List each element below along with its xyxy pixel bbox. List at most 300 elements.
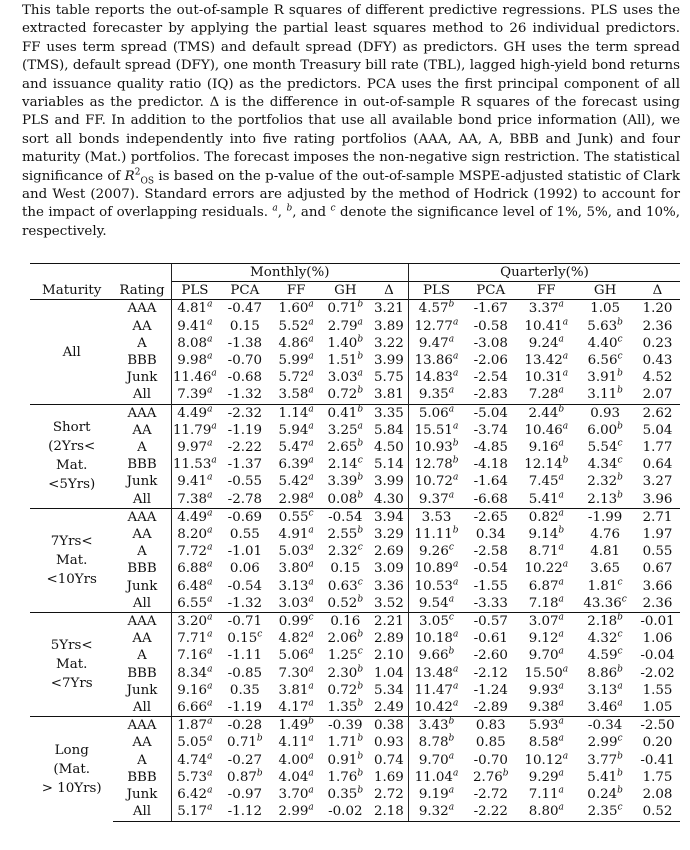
value-text: -0.39 xyxy=(328,718,363,734)
significance-marker: a xyxy=(452,664,459,675)
value-text: 7.38 xyxy=(177,491,208,507)
table-row xyxy=(30,803,680,821)
value-text: -0.61 xyxy=(473,631,508,647)
value-text: 4.82 xyxy=(278,631,309,647)
value-cell xyxy=(171,786,218,803)
table-row xyxy=(30,699,680,717)
value-text: 5.14 xyxy=(374,457,404,473)
value-text: 4.49 xyxy=(177,509,208,525)
value-cell xyxy=(321,699,370,717)
significance-marker: a xyxy=(448,385,455,396)
significance-marker: b xyxy=(308,716,314,727)
value-text: 4.81 xyxy=(590,544,621,560)
value-text: -2.58 xyxy=(473,544,508,560)
value-cell xyxy=(517,491,575,509)
value-cell xyxy=(272,439,321,456)
value-text: 1.97 xyxy=(642,527,673,543)
value-text: -1.32 xyxy=(227,595,263,611)
col-header-maturity: Maturity xyxy=(42,283,102,299)
value-cell xyxy=(517,647,575,664)
value-cell xyxy=(464,699,517,717)
significance-marker: b xyxy=(357,785,364,796)
value-cell xyxy=(635,803,680,821)
significance-marker: b xyxy=(357,698,364,709)
value-cell xyxy=(321,456,370,473)
significance-marker: a xyxy=(207,438,213,449)
value-cell xyxy=(635,717,680,735)
value-cell xyxy=(272,578,321,595)
value-text: 3.91 xyxy=(587,370,618,386)
value-cell xyxy=(218,456,271,473)
value-text: -0.55 xyxy=(227,474,263,490)
value-text: 5.03 xyxy=(278,544,309,560)
rating-cell: AA xyxy=(132,318,152,334)
significance-marker: a xyxy=(308,404,314,415)
value-text: 2.07 xyxy=(642,387,673,403)
significance-marker: c xyxy=(617,802,623,813)
value-text: 1.14 xyxy=(278,405,309,421)
value-cell xyxy=(635,369,680,386)
significance-marker: b xyxy=(357,664,364,675)
significance-marker: a xyxy=(207,490,213,501)
value-text: 5.52 xyxy=(278,318,309,334)
value-cell xyxy=(370,369,409,386)
value-cell xyxy=(464,786,517,803)
value-text: 13.86 xyxy=(414,353,453,369)
value-text: 10.18 xyxy=(414,631,453,647)
value-text: 1.87 xyxy=(177,718,208,734)
value-text: 0.23 xyxy=(642,335,673,351)
value-cell xyxy=(464,369,517,386)
value-cell xyxy=(171,630,218,647)
value-text: -5.04 xyxy=(473,405,508,421)
value-text: -2.12 xyxy=(473,665,508,681)
significance-marker: b xyxy=(617,490,623,501)
value-cell xyxy=(171,491,218,509)
table-row xyxy=(30,404,680,422)
value-cell xyxy=(464,560,517,577)
value-text: -1.32 xyxy=(227,387,263,403)
value-text: 0.71 xyxy=(327,301,358,317)
value-cell xyxy=(408,699,464,717)
significance-marker: a xyxy=(207,351,213,362)
value-cell xyxy=(517,630,575,647)
value-cell xyxy=(575,752,635,769)
significance-marker: b xyxy=(558,404,565,415)
value-text: 7.28 xyxy=(528,387,559,403)
value-cell xyxy=(517,508,575,526)
value-cell xyxy=(272,786,321,803)
table-row xyxy=(30,456,680,473)
value-text: 10.41 xyxy=(524,318,563,334)
value-cell xyxy=(272,404,321,422)
value-cell xyxy=(171,386,218,404)
value-cell xyxy=(635,647,680,664)
significance-marker: a xyxy=(308,577,314,588)
value-text: -2.72 xyxy=(473,787,508,803)
value-text: -0.04 xyxy=(640,648,675,664)
value-text: 0.34 xyxy=(475,527,506,543)
value-text: 2.18 xyxy=(374,804,404,820)
value-text: 4.76 xyxy=(590,527,621,543)
value-cell xyxy=(464,630,517,647)
value-cell xyxy=(370,595,409,613)
value-cell xyxy=(635,665,680,682)
significance-marker: c xyxy=(617,455,623,466)
value-text: 3.03 xyxy=(327,370,358,386)
table-row xyxy=(30,439,680,456)
value-text: 15.51 xyxy=(414,422,453,438)
value-cell xyxy=(370,318,409,335)
rating-cell: A xyxy=(137,544,147,560)
value-text: 3.52 xyxy=(374,595,404,611)
significance-marker: b xyxy=(357,525,364,536)
value-text: -1.11 xyxy=(227,648,263,664)
value-text: -0.54 xyxy=(227,578,263,594)
value-text: 0.71 xyxy=(227,735,257,751)
value-cell xyxy=(321,543,370,560)
value-text: -2.78 xyxy=(227,491,263,507)
value-text: 3.66 xyxy=(642,578,673,594)
value-cell xyxy=(171,369,218,386)
value-cell xyxy=(321,404,370,422)
value-text: 0.16 xyxy=(330,614,361,630)
value-cell xyxy=(635,404,680,422)
value-cell xyxy=(517,682,575,699)
value-cell xyxy=(635,318,680,335)
maturity-label-line: Long xyxy=(54,742,89,758)
value-cell xyxy=(272,699,321,717)
value-cell xyxy=(321,335,370,352)
value-cell xyxy=(517,526,575,543)
value-text: 9.70 xyxy=(418,752,449,768)
significance-marker: b xyxy=(357,751,364,762)
table-row xyxy=(30,595,680,613)
maturity-label-line: 5Yrs< xyxy=(50,638,93,654)
value-cell xyxy=(272,318,321,335)
value-cell xyxy=(272,630,321,647)
significance-marker: a xyxy=(207,612,213,623)
value-text: -1.99 xyxy=(587,509,623,525)
significance-marker: a xyxy=(452,559,459,570)
value-cell xyxy=(575,717,635,735)
significance-marker: c xyxy=(357,647,363,657)
value-cell xyxy=(171,613,218,631)
value-text: 5.72 xyxy=(278,370,309,386)
significance-marker: a xyxy=(207,404,213,415)
value-cell xyxy=(370,526,409,543)
value-cell xyxy=(408,717,464,735)
maturity-cell xyxy=(30,300,113,404)
value-text: 0.08 xyxy=(327,491,358,507)
value-text: 2.35 xyxy=(587,804,618,820)
value-text: 7.16 xyxy=(177,648,208,664)
significance-marker: a xyxy=(617,698,623,709)
value-text: -1.67 xyxy=(473,301,508,317)
maturity-label-line: > 10Yrs) xyxy=(41,780,102,796)
value-text: 3.89 xyxy=(374,318,404,334)
value-text: 10.42 xyxy=(414,700,453,716)
significance-marker: a xyxy=(448,334,455,345)
value-cell xyxy=(321,682,370,699)
rating-cell: BBB xyxy=(127,457,157,473)
value-cell xyxy=(408,386,464,404)
value-text: 5.41 xyxy=(587,769,618,785)
value-cell xyxy=(575,439,635,456)
value-cell xyxy=(218,682,271,699)
value-cell xyxy=(575,508,635,526)
significance-marker: b xyxy=(448,647,455,657)
significance-marker: a xyxy=(308,698,314,709)
value-cell xyxy=(408,456,464,473)
value-cell xyxy=(171,578,218,595)
value-text: 10.22 xyxy=(524,561,563,577)
value-text: 3.27 xyxy=(642,474,673,490)
significance-marker: a xyxy=(207,802,213,813)
significance-marker: a xyxy=(308,472,314,483)
value-cell xyxy=(517,665,575,682)
significance-marker: a xyxy=(211,455,217,466)
value-cell xyxy=(575,595,635,613)
value-cell xyxy=(408,647,464,664)
maturity-cell xyxy=(30,613,113,717)
value-text: 1.35 xyxy=(327,700,358,716)
significance-marker: a xyxy=(558,542,564,553)
value-cell xyxy=(575,491,635,509)
rating-cell: AAA xyxy=(113,508,171,526)
value-cell xyxy=(635,456,680,473)
value-text: 3.29 xyxy=(374,527,404,543)
value-text: -0.97 xyxy=(227,787,263,803)
value-cell xyxy=(517,786,575,803)
value-cell xyxy=(272,613,321,631)
value-text: 9.32 xyxy=(418,804,449,820)
value-cell xyxy=(272,300,321,318)
results-table xyxy=(30,263,680,822)
col-header-delta-q: Δ xyxy=(652,283,663,299)
value-text: -0.70 xyxy=(227,353,263,369)
value-text: 1.05 xyxy=(590,301,621,317)
value-cell xyxy=(635,682,680,699)
rating-cell: Junk xyxy=(126,370,158,386)
rating-cell: Junk xyxy=(126,787,158,803)
value-text: 5.54 xyxy=(587,440,618,456)
significance-marker: b xyxy=(357,490,364,501)
significance-marker: b xyxy=(558,525,565,536)
rating-cell: AA xyxy=(132,631,152,647)
value-text: 4.52 xyxy=(642,370,673,386)
value-text: 3.05 xyxy=(419,614,449,630)
value-cell xyxy=(635,543,680,560)
value-cell xyxy=(408,786,464,803)
value-text: 5.04 xyxy=(642,422,673,438)
value-cell xyxy=(464,456,517,473)
significance-marker: a xyxy=(562,317,569,328)
significance-marker: b xyxy=(617,385,623,396)
value-text: 9.41 xyxy=(177,318,208,334)
value-cell xyxy=(171,318,218,335)
value-cell xyxy=(370,665,409,682)
value-text: 0.83 xyxy=(475,718,506,734)
value-text: 1.71 xyxy=(327,735,358,751)
value-text: 1.76 xyxy=(327,769,358,785)
value-text: 9.47 xyxy=(418,335,449,351)
significance-marker: b xyxy=(452,438,459,449)
value-cell xyxy=(171,734,218,751)
col-header-pca-m: PCA xyxy=(230,283,260,299)
value-cell xyxy=(370,578,409,595)
table-row xyxy=(30,473,680,490)
value-cell xyxy=(171,508,218,526)
significance-marker: a xyxy=(308,351,314,362)
value-cell xyxy=(218,473,271,490)
table-row xyxy=(30,300,680,318)
value-text: 1.51 xyxy=(327,353,358,369)
value-text: 0.38 xyxy=(374,718,404,734)
group-header-row xyxy=(30,264,680,283)
value-cell xyxy=(321,491,370,509)
value-cell xyxy=(370,717,409,735)
maturity-label-line: Mat. xyxy=(56,657,88,673)
value-cell xyxy=(171,456,218,473)
table-row xyxy=(30,491,680,509)
value-cell xyxy=(171,769,218,786)
value-cell xyxy=(517,803,575,821)
value-cell xyxy=(408,665,464,682)
value-text: -1.37 xyxy=(227,457,263,473)
value-text: 0.24 xyxy=(587,787,618,803)
maturity-label-line: <5Yrs) xyxy=(48,477,96,493)
significance-marker: a xyxy=(452,577,459,588)
value-cell xyxy=(517,578,575,595)
value-cell xyxy=(464,595,517,613)
significance-marker: a xyxy=(308,299,314,310)
value-cell xyxy=(408,422,464,439)
value-cell xyxy=(408,473,464,490)
value-cell xyxy=(171,647,218,664)
value-cell xyxy=(575,386,635,404)
significance-marker: a xyxy=(558,385,564,396)
value-text: 0.85 xyxy=(475,735,506,751)
value-text: 12.77 xyxy=(414,318,453,334)
value-text: 3.13 xyxy=(587,682,618,698)
significance-marker: a xyxy=(308,559,314,570)
value-text: -4.85 xyxy=(473,440,508,456)
value-text: 0.15 xyxy=(229,318,260,334)
value-cell xyxy=(575,352,635,369)
value-cell xyxy=(464,318,517,335)
value-cell xyxy=(218,595,271,613)
value-cell xyxy=(218,439,271,456)
value-cell xyxy=(575,769,635,786)
value-text: 5.84 xyxy=(374,422,404,438)
value-cell xyxy=(218,786,271,803)
significance-marker: b xyxy=(452,525,459,536)
significance-marker: a xyxy=(308,385,314,396)
significance-marker: b xyxy=(357,681,364,692)
value-text: 11.53 xyxy=(173,457,212,473)
significance-marker: a xyxy=(558,508,564,519)
significance-marker: a xyxy=(558,594,564,605)
value-text: 4.74 xyxy=(177,752,208,768)
significance-marker: a xyxy=(617,681,623,692)
value-text: 0.43 xyxy=(642,353,673,369)
value-cell xyxy=(171,335,218,352)
value-cell xyxy=(575,543,635,560)
value-cell xyxy=(321,439,370,456)
significance-marker: a xyxy=(357,368,363,379)
value-cell xyxy=(218,386,271,404)
value-cell xyxy=(321,318,370,335)
value-cell xyxy=(464,803,517,821)
value-cell xyxy=(517,752,575,769)
value-cell xyxy=(272,456,321,473)
value-cell xyxy=(517,699,575,717)
value-text: 0.35 xyxy=(229,682,260,698)
value-cell xyxy=(575,647,635,664)
value-text: 3.37 xyxy=(528,301,559,317)
rating-cell: AAA xyxy=(113,613,171,631)
value-cell xyxy=(370,647,409,664)
maturity-label-line: Mat. xyxy=(56,552,88,568)
value-cell xyxy=(408,752,464,769)
value-text: 0.55 xyxy=(229,527,260,543)
value-text: -0.54 xyxy=(473,561,508,577)
value-cell xyxy=(171,543,218,560)
value-cell xyxy=(575,473,635,490)
significance-marker: a xyxy=(207,299,213,310)
significance-marker: a xyxy=(308,802,314,813)
value-text: 5.05 xyxy=(177,735,208,751)
significance-marker: a xyxy=(452,421,459,432)
significance-marker: b xyxy=(617,472,623,483)
value-cell xyxy=(370,543,409,560)
value-cell xyxy=(575,560,635,577)
value-text: 3.21 xyxy=(374,301,404,317)
value-text: 0.06 xyxy=(229,561,260,577)
value-cell xyxy=(464,647,517,664)
rating-cell: A xyxy=(137,752,147,768)
significance-marker: a xyxy=(207,472,213,483)
value-text: 5.99 xyxy=(278,353,309,369)
value-cell xyxy=(575,526,635,543)
value-cell xyxy=(408,508,464,526)
value-cell xyxy=(218,734,271,751)
value-cell xyxy=(635,578,680,595)
value-cell xyxy=(272,508,321,526)
value-cell xyxy=(464,578,517,595)
value-text: -2.65 xyxy=(473,509,508,525)
value-cell xyxy=(517,318,575,335)
value-text: 7.71 xyxy=(177,631,208,647)
value-text: 15.50 xyxy=(524,665,563,681)
value-text: 1.69 xyxy=(374,769,404,785)
significance-marker: a xyxy=(308,768,314,779)
value-text: 2.30 xyxy=(327,665,358,681)
significance-marker: a xyxy=(207,785,213,796)
value-text: 2.36 xyxy=(642,595,673,611)
value-text: 5.63 xyxy=(587,318,618,334)
value-text: 9.97 xyxy=(177,440,208,456)
value-text: 12.14 xyxy=(524,457,563,473)
significance-marker: b xyxy=(617,751,623,762)
value-cell xyxy=(218,717,271,735)
value-text: 0.74 xyxy=(374,752,404,768)
value-cell xyxy=(370,386,409,404)
value-cell xyxy=(321,717,370,735)
value-cell xyxy=(272,473,321,490)
value-text: 4.32 xyxy=(587,631,618,647)
